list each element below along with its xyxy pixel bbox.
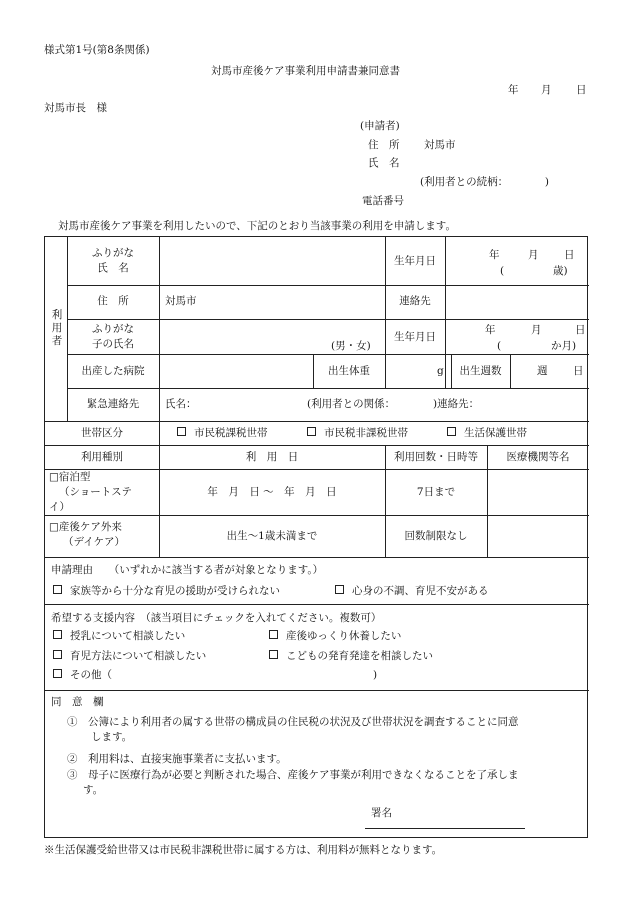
emergency-contact: )連絡先： [433, 398, 480, 410]
usage-stay-count: 7日まで [416, 486, 456, 498]
support-title: 希望する支援内容 （該当項目にチェックを入れてください。複数可） [51, 612, 382, 624]
furigana-label: ふりがな [92, 247, 134, 259]
support-option-rest[interactable]: 産後ゆっくり休養したい [269, 630, 401, 643]
applicant-relation: (利用者との続柄： ) [420, 176, 549, 188]
address-value: 対馬市 [165, 295, 197, 307]
address-label: 住 所 [97, 295, 129, 307]
birth-label: 生年月日 [394, 255, 436, 267]
checkbox[interactable] [177, 427, 186, 436]
child-birth-year: 年 [485, 324, 496, 336]
checkbox[interactable] [335, 585, 344, 594]
date-year: 年 [508, 84, 519, 96]
child-birth-month: 月 [531, 324, 542, 336]
consent-item3-line2: す。 [83, 784, 104, 796]
birth-month: 月 [528, 249, 539, 261]
checkbox[interactable] [269, 650, 278, 659]
usage-header-count: 利用回数・日時等 [394, 451, 478, 463]
usage-day-line1[interactable]: □産後ケア外来 [49, 521, 122, 533]
consent-item1-line1: ① 公簿により利用者の属する世帯の構成員の住民税の状況及び世帯状況を調査することに同意 [67, 716, 519, 728]
applicant-name-label: 氏 名 [368, 157, 400, 169]
applicant-label: (申請者) [360, 120, 400, 132]
usage-stay-dates: 年 月 日 ～ 年 月 日 [207, 486, 337, 498]
emergency-relation: (利用者との関係： [307, 398, 396, 410]
date-month: 月 [541, 84, 552, 96]
usage-day-count: 回数制限なし [404, 530, 468, 542]
intro-text: 対馬市産後ケア事業を利用したいので、下記のとおり当該事業の利用を申請します。 [58, 220, 456, 232]
name-label: 氏 名 [97, 262, 129, 274]
reason-option-health[interactable]: 心身の不調、育児不安がある [335, 585, 489, 598]
hospital-label: 出産した病院 [81, 365, 145, 377]
household-option-taxed[interactable]: 市民税課税世帯 [177, 427, 268, 440]
child-age-open: ( [497, 340, 502, 352]
signature-label: 署名 [371, 807, 392, 819]
date-day: 日 [576, 84, 587, 96]
form-title: 対馬市産後ケア事業利用申請書兼同意書 [211, 65, 400, 77]
child-name-label: 子の氏名 [92, 338, 134, 350]
footer-note: ※生活保護受給世帯又は市民税非課税世帯に属する方は、利用料が無料となります。 [44, 844, 443, 856]
household-label: 世帯区分 [81, 427, 123, 439]
form-number: 様式第1号(第8条関係) [44, 44, 150, 56]
usage-day-line2: （デイケア） [63, 536, 126, 548]
checkbox[interactable] [447, 427, 456, 436]
birth-year: 年 [489, 249, 500, 261]
checkbox[interactable] [53, 669, 62, 678]
user-section-label: 利用者 [51, 309, 63, 347]
checkbox[interactable] [53, 650, 62, 659]
checkbox[interactable] [53, 585, 62, 594]
weeks-unit: 週 [537, 365, 548, 377]
weight-label: 出生体重 [328, 365, 370, 377]
checkbox[interactable] [269, 630, 278, 639]
contact-label: 連絡先 [399, 295, 431, 307]
checkbox[interactable] [53, 630, 62, 639]
support-option-breastfeeding[interactable]: 授乳について相談したい [53, 630, 185, 643]
application-form-table [44, 236, 588, 838]
applicant-address-label: 住 所 [368, 139, 400, 151]
consent-item2: ② 利用料は、直接実施事業者に支払います。 [67, 753, 287, 765]
usage-stay-line3: イ） [49, 501, 70, 513]
usage-header-date: 利 用 日 [245, 451, 299, 463]
consent-item1-line2: します。 [91, 731, 133, 743]
support-option-other[interactable]: その他（ [53, 669, 112, 682]
checkbox[interactable] [307, 427, 316, 436]
usage-day-period: 出生～1歳未満まで [226, 530, 318, 542]
consent-item3-line1: ③ 母子に医療行為が必要と判断された場合、産後ケア事業が利用できなくなることを了承しま [67, 769, 519, 781]
household-option-welfare[interactable]: 生活保護世帯 [447, 427, 527, 440]
weeks-label: 出生週数 [459, 365, 502, 377]
signature-line[interactable] [365, 828, 525, 829]
usage-header-type: 利用種別 [81, 451, 123, 463]
age-open: ( [500, 265, 505, 277]
reason-title: 申請理由 （いずれかに該当する者が対象となります。） [51, 564, 324, 576]
applicant-phone-label: 電話番号 [362, 195, 404, 207]
household-option-nontaxed[interactable]: 市民税非課税世帯 [307, 427, 408, 440]
child-birth-label: 生年月日 [394, 331, 436, 343]
child-months: か月) [551, 340, 577, 352]
support-option-other-close: ) [373, 669, 378, 681]
usage-stay-line2: （ショートステ [59, 486, 132, 498]
usage-stay-line1[interactable]: □宿泊型 [49, 471, 91, 483]
consent-title: 同 意 欄 [51, 696, 104, 708]
addressee: 対馬市長 様 [44, 102, 107, 114]
weeks-day: 日 [573, 365, 584, 377]
support-option-parenting[interactable]: 育児方法について相談したい [53, 650, 206, 663]
child-sex: (男・女) [331, 340, 371, 352]
child-birth-day: 日 [575, 324, 586, 336]
emergency-name: 氏名： [165, 398, 197, 410]
usage-header-facility: 医療機関等名 [506, 451, 570, 463]
applicant-address-value: 対馬市 [424, 139, 456, 151]
weight-unit: g [437, 365, 444, 377]
support-option-development[interactable]: こどもの発育発達を相談したい [269, 650, 433, 663]
age-suffix: 歳) [553, 265, 568, 277]
child-furigana-label: ふりがな [92, 323, 134, 335]
reason-option-family[interactable]: 家族等から十分な育児の援助が受けられない [53, 585, 280, 598]
birth-day: 日 [564, 249, 575, 261]
emergency-label: 緊急連絡先 [86, 398, 140, 410]
